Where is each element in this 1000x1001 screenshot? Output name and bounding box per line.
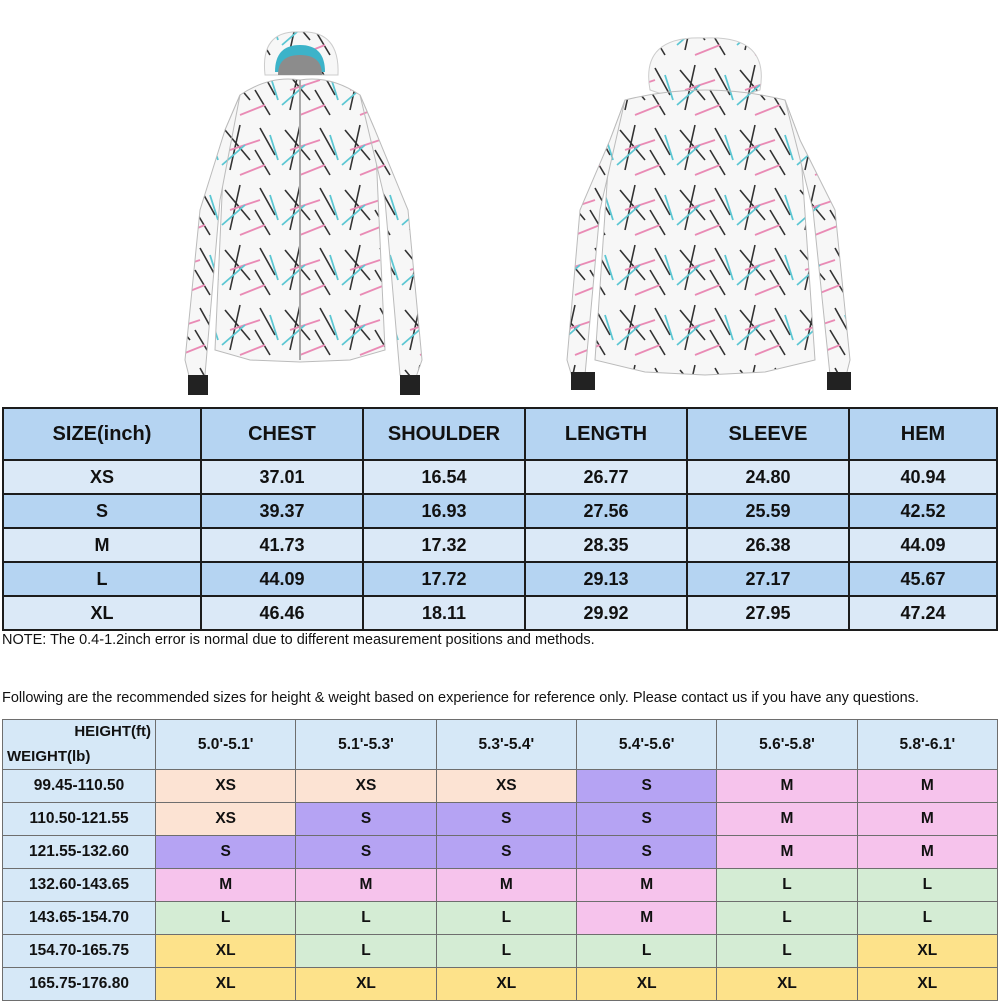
- size-label-cell: M: [3, 528, 201, 562]
- recommended-size-cell: M: [436, 869, 576, 902]
- recommended-size-cell: XS: [436, 770, 576, 803]
- measurement-cell: 29.13: [525, 562, 687, 596]
- size-row: [3, 596, 997, 630]
- size-row: [3, 460, 997, 494]
- header-hem: HEM: [849, 408, 997, 460]
- measurement-cell: 28.35: [525, 528, 687, 562]
- recommended-size-cell: L: [857, 869, 997, 902]
- recommended-size-cell: S: [576, 803, 716, 836]
- recommended-size-cell: M: [857, 770, 997, 803]
- recommended-size-cell: S: [576, 836, 716, 869]
- reco-header-row: [3, 720, 998, 770]
- measurement-cell: 37.01: [201, 460, 363, 494]
- jacket-front-image: [160, 0, 460, 405]
- recommended-size-cell: M: [857, 803, 997, 836]
- weight-range-cell: 165.75-176.80: [3, 968, 156, 1001]
- height-header: 5.8'-6.1': [857, 720, 997, 770]
- height-header: 5.4'-5.6': [576, 720, 716, 770]
- recommended-size-cell: XL: [156, 968, 296, 1001]
- recommended-size-cell: XS: [296, 770, 436, 803]
- recommended-size-cell: M: [296, 869, 436, 902]
- recommended-size-cell: M: [717, 770, 857, 803]
- header-shoulder: SHOULDER: [363, 408, 525, 460]
- weight-range-cell: 132.60-143.65: [3, 869, 156, 902]
- recommended-size-cell: S: [156, 836, 296, 869]
- measurement-cell: 47.24: [849, 596, 997, 630]
- measurement-cell: 27.56: [525, 494, 687, 528]
- header-size: SIZE(inch): [3, 408, 201, 460]
- recommended-size-cell: L: [717, 935, 857, 968]
- height-header: 5.6'-5.8': [717, 720, 857, 770]
- measurement-cell: 16.54: [363, 460, 525, 494]
- reco-row: [3, 803, 998, 836]
- size-label-cell: S: [3, 494, 201, 528]
- reco-row: [3, 968, 998, 1001]
- reco-row: [3, 770, 998, 803]
- recommended-size-cell: S: [436, 803, 576, 836]
- recommended-size-cell: L: [436, 902, 576, 935]
- recommended-size-cell: XL: [156, 935, 296, 968]
- measurement-cell: 42.52: [849, 494, 997, 528]
- measurement-cell: 39.37: [201, 494, 363, 528]
- recommended-size-cell: XL: [857, 968, 997, 1001]
- size-label-cell: XL: [3, 596, 201, 630]
- recommended-size-cell: XL: [717, 968, 857, 1001]
- measurement-cell: 24.80: [687, 460, 849, 494]
- size-row: [3, 562, 997, 596]
- product-photos: [0, 0, 1000, 405]
- recommendation-table: [2, 719, 998, 1001]
- weight-range-cell: 154.70-165.75: [3, 935, 156, 968]
- recommendation-text: Following are the recommended sizes for height & weight based on experience for reference only. Please contact us if you have any questions.: [2, 690, 919, 706]
- recommended-size-cell: XL: [576, 968, 716, 1001]
- recommended-size-cell: M: [857, 836, 997, 869]
- measurement-cell: 40.94: [849, 460, 997, 494]
- recommended-size-cell: L: [717, 902, 857, 935]
- recommended-size-cell: L: [296, 902, 436, 935]
- measurement-cell: 46.46: [201, 596, 363, 630]
- header-length: LENGTH: [525, 408, 687, 460]
- recommended-size-cell: L: [576, 935, 716, 968]
- height-header: 5.3'-5.4': [436, 720, 576, 770]
- height-label: HEIGHT(ft): [74, 723, 151, 740]
- recommended-size-cell: M: [717, 803, 857, 836]
- recommended-size-cell: L: [717, 869, 857, 902]
- measurement-cell: 29.92: [525, 596, 687, 630]
- size-label-cell: XS: [3, 460, 201, 494]
- size-label-cell: L: [3, 562, 201, 596]
- reco-row: [3, 902, 998, 935]
- measurement-cell: 26.77: [525, 460, 687, 494]
- measurement-cell: 25.59: [687, 494, 849, 528]
- weight-range-cell: 121.55-132.60: [3, 836, 156, 869]
- recommended-size-cell: L: [156, 902, 296, 935]
- jacket-back-image: [555, 0, 865, 405]
- size-chart-header-row: [3, 408, 997, 460]
- reco-row: [3, 935, 998, 968]
- recommended-size-cell: XS: [156, 803, 296, 836]
- recommended-size-cell: M: [717, 836, 857, 869]
- measurement-cell: 26.38: [687, 528, 849, 562]
- measurement-cell: 44.09: [849, 528, 997, 562]
- recommended-size-cell: L: [857, 902, 997, 935]
- recommended-size-cell: S: [296, 803, 436, 836]
- measurement-cell: 44.09: [201, 562, 363, 596]
- weight-range-cell: 99.45-110.50: [3, 770, 156, 803]
- weight-label: WEIGHT(lb): [7, 748, 91, 765]
- recommended-size-cell: L: [436, 935, 576, 968]
- measurement-cell: 17.32: [363, 528, 525, 562]
- header-sleeve: SLEEVE: [687, 408, 849, 460]
- recommended-size-cell: L: [296, 935, 436, 968]
- measurement-cell: 27.17: [687, 562, 849, 596]
- recommended-size-cell: XL: [857, 935, 997, 968]
- size-chart-table: [2, 407, 998, 631]
- recommended-size-cell: S: [576, 770, 716, 803]
- reco-row: [3, 869, 998, 902]
- header-chest: CHEST: [201, 408, 363, 460]
- size-row: [3, 494, 997, 528]
- measurement-cell: 17.72: [363, 562, 525, 596]
- recommended-size-cell: XL: [296, 968, 436, 1001]
- recommended-size-cell: M: [576, 902, 716, 935]
- size-row: [3, 528, 997, 562]
- recommended-size-cell: XL: [436, 968, 576, 1001]
- measurement-cell: 41.73: [201, 528, 363, 562]
- recommended-size-cell: S: [436, 836, 576, 869]
- measurement-note: NOTE: The 0.4-1.2inch error is normal due to different measurement positions and methods.: [2, 632, 595, 648]
- corner-cell: [3, 720, 156, 770]
- measurement-cell: 45.67: [849, 562, 997, 596]
- weight-range-cell: 143.65-154.70: [3, 902, 156, 935]
- height-header: 5.0'-5.1': [156, 720, 296, 770]
- measurement-cell: 18.11: [363, 596, 525, 630]
- recommended-size-cell: M: [156, 869, 296, 902]
- height-header: 5.1'-5.3': [296, 720, 436, 770]
- measurement-cell: 16.93: [363, 494, 525, 528]
- recommended-size-cell: S: [296, 836, 436, 869]
- recommended-size-cell: XS: [156, 770, 296, 803]
- recommended-size-cell: M: [576, 869, 716, 902]
- weight-range-cell: 110.50-121.55: [3, 803, 156, 836]
- reco-row: [3, 836, 998, 869]
- measurement-cell: 27.95: [687, 596, 849, 630]
